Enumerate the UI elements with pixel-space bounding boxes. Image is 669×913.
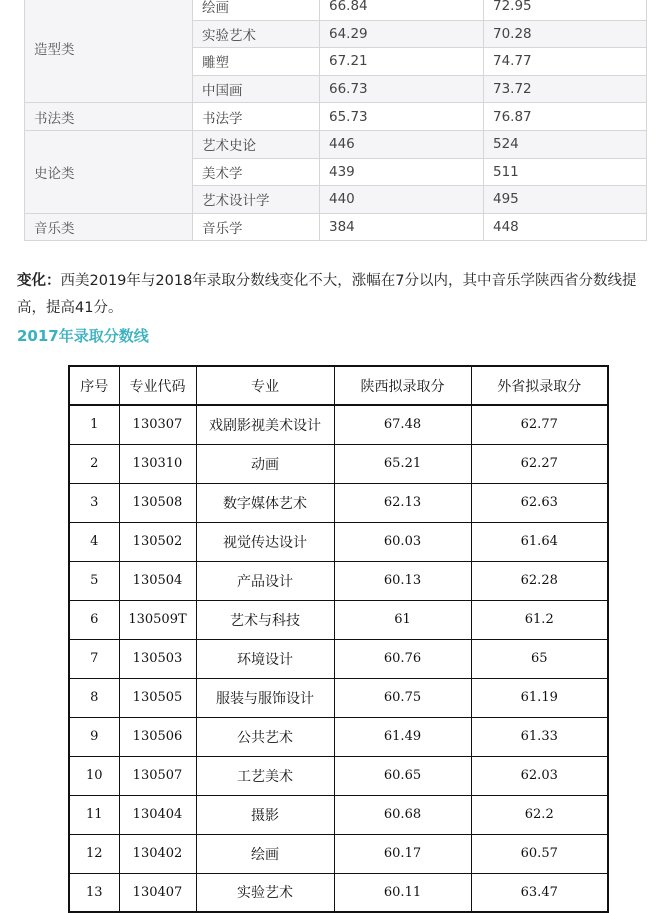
major-cell: 工艺美术 [196, 756, 334, 795]
score-cell: 70.28 [484, 20, 647, 48]
score-table-2019 [24, 0, 647, 241]
other-score-cell: 65 [471, 639, 608, 678]
table-row [69, 561, 608, 600]
code-cell: 130404 [119, 795, 196, 834]
shaanxi-score-cell: 60.68 [334, 795, 471, 834]
change-note-text: 西美2019年与2018年录取分数线变化不大，涨幅在7分以内，其中音乐学陕西省分数线提高，提高41分。 [17, 273, 637, 316]
table-row [69, 717, 608, 756]
shaanxi-score-cell: 60.03 [334, 522, 471, 561]
other-score-cell: 62.77 [471, 405, 608, 444]
shaanxi-score-cell: 61.49 [334, 717, 471, 756]
major-cell: 艺术设计学 [193, 186, 320, 214]
category-cell: 音乐类 [25, 213, 193, 241]
other-score-cell: 62.03 [471, 756, 608, 795]
shaanxi-score-cell: 61 [334, 600, 471, 639]
other-score-cell: 61.64 [471, 522, 608, 561]
change-note-label: 变化： [17, 273, 61, 289]
other-score-cell: 60.57 [471, 834, 608, 873]
other-score-cell: 62.2 [471, 795, 608, 834]
table-row [25, 130, 647, 158]
other-score-cell: 62.27 [471, 444, 608, 483]
header-shaanxi-score: 陕西拟录取分 [334, 366, 471, 405]
index-cell: 6 [69, 600, 119, 639]
score-cell: 448 [484, 213, 647, 241]
table-row [69, 834, 608, 873]
code-cell: 130503 [119, 639, 196, 678]
index-cell: 10 [69, 756, 119, 795]
major-cell: 绘画 [196, 834, 334, 873]
header-index: 序号 [69, 366, 119, 405]
code-cell: 130505 [119, 678, 196, 717]
index-cell: 12 [69, 834, 119, 873]
major-cell: 艺术与科技 [196, 600, 334, 639]
major-cell: 雕塑 [193, 48, 320, 76]
category-cell: 造型类 [25, 0, 193, 103]
shaanxi-score-cell: 60.17 [334, 834, 471, 873]
code-cell: 130507 [119, 756, 196, 795]
index-cell: 4 [69, 522, 119, 561]
shaanxi-score-cell: 60.11 [334, 873, 471, 912]
table-row [69, 873, 608, 912]
shaanxi-score-cell: 65.21 [334, 444, 471, 483]
major-cell: 服装与服饰设计 [196, 678, 334, 717]
score-cell: 439 [320, 158, 484, 186]
header-major: 专业 [196, 366, 334, 405]
major-cell: 美术学 [193, 158, 320, 186]
major-cell: 公共艺术 [196, 717, 334, 756]
major-cell: 戏剧影视美术设计 [196, 405, 334, 444]
score-cell: 65.73 [320, 103, 484, 131]
code-cell: 130508 [119, 483, 196, 522]
code-cell: 130509T [119, 600, 196, 639]
score-cell: 67.21 [320, 48, 484, 76]
shaanxi-score-cell: 60.65 [334, 756, 471, 795]
table-row [69, 678, 608, 717]
index-cell: 2 [69, 444, 119, 483]
score-cell: 495 [484, 186, 647, 214]
major-cell: 音乐学 [193, 213, 320, 241]
score-cell: 66.73 [320, 75, 484, 103]
major-cell: 数字媒体艺术 [196, 483, 334, 522]
code-cell: 130307 [119, 405, 196, 444]
table-header-row [69, 366, 608, 405]
change-note [17, 268, 662, 322]
index-cell: 1 [69, 405, 119, 444]
major-cell: 动画 [196, 444, 334, 483]
score-cell: 511 [484, 158, 647, 186]
table-body [69, 405, 608, 912]
index-cell: 8 [69, 678, 119, 717]
index-cell: 3 [69, 483, 119, 522]
shaanxi-score-cell: 60.75 [334, 678, 471, 717]
table-row [69, 444, 608, 483]
index-cell: 11 [69, 795, 119, 834]
code-cell: 130407 [119, 873, 196, 912]
table-row [25, 213, 647, 241]
category-cell: 书法类 [25, 103, 193, 131]
major-cell: 环境设计 [196, 639, 334, 678]
major-cell: 视觉传达设计 [196, 522, 334, 561]
score-cell: 74.77 [484, 48, 647, 76]
major-cell: 书法学 [193, 103, 320, 131]
other-score-cell: 61.2 [471, 600, 608, 639]
shaanxi-score-cell: 62.13 [334, 483, 471, 522]
code-cell: 130506 [119, 717, 196, 756]
index-cell: 5 [69, 561, 119, 600]
major-cell: 实验艺术 [193, 20, 320, 48]
other-score-cell: 61.19 [471, 678, 608, 717]
table-row [69, 600, 608, 639]
header-code: 专业代码 [119, 366, 196, 405]
table-row [25, 0, 647, 20]
major-cell: 艺术史论 [193, 130, 320, 158]
other-score-cell: 63.47 [471, 873, 608, 912]
other-score-cell: 62.63 [471, 483, 608, 522]
table-row [69, 483, 608, 522]
score-cell: 66.84 [320, 0, 484, 20]
code-cell: 130402 [119, 834, 196, 873]
code-cell: 130310 [119, 444, 196, 483]
score-cell: 72.95 [484, 0, 647, 20]
score-cell: 524 [484, 130, 647, 158]
table-row [69, 756, 608, 795]
score-cell: 73.72 [484, 75, 647, 103]
major-cell: 绘画 [193, 0, 320, 20]
major-cell: 实验艺术 [196, 873, 334, 912]
score-cell: 446 [320, 130, 484, 158]
score-cell: 384 [320, 213, 484, 241]
table-row [25, 103, 647, 131]
index-cell: 13 [69, 873, 119, 912]
other-score-cell: 62.28 [471, 561, 608, 600]
major-cell: 摄影 [196, 795, 334, 834]
header-other-province-score: 外省拟录取分 [471, 366, 608, 405]
table-row [69, 795, 608, 834]
table-row [69, 405, 608, 444]
index-cell: 9 [69, 717, 119, 756]
shaanxi-score-cell: 60.13 [334, 561, 471, 600]
section-heading-2017: 2017年录取分数线 [17, 327, 149, 345]
code-cell: 130502 [119, 522, 196, 561]
shaanxi-score-cell: 67.48 [334, 405, 471, 444]
shaanxi-score-cell: 60.76 [334, 639, 471, 678]
score-table-2017 [68, 365, 609, 913]
major-cell: 产品设计 [196, 561, 334, 600]
score-cell: 76.87 [484, 103, 647, 131]
score-cell: 64.29 [320, 20, 484, 48]
index-cell: 7 [69, 639, 119, 678]
table-row [69, 639, 608, 678]
category-cell: 史论类 [25, 130, 193, 213]
table-row [69, 522, 608, 561]
score-cell: 440 [320, 186, 484, 214]
major-cell: 中国画 [193, 75, 320, 103]
other-score-cell: 61.33 [471, 717, 608, 756]
code-cell: 130504 [119, 561, 196, 600]
